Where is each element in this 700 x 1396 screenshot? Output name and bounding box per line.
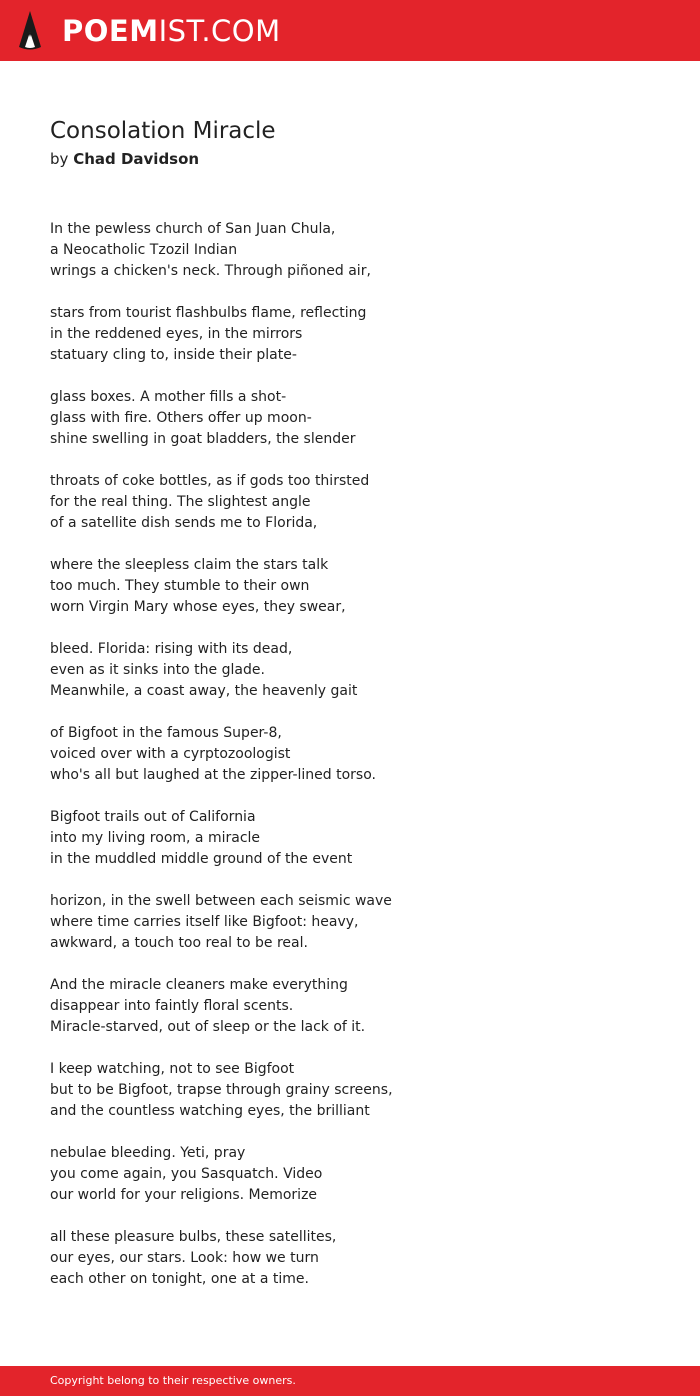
brand-light-text: IST.COM [158, 14, 281, 48]
site-footer [0, 1366, 700, 1396]
poem-line: In the pewless church of San Juan Chula, [50, 221, 336, 237]
poem-stanza [50, 891, 670, 954]
poem-line: our world for your religions. Memorize [50, 1187, 318, 1203]
poem-line: for the real thing. The slightest angle [50, 494, 311, 510]
poem-stanza [50, 639, 670, 702]
poem-stanza [50, 219, 670, 282]
poem-line: stars from tourist flashbulbs flame, reflecting [50, 305, 367, 321]
poem-line: And the miracle cleaners make everything [50, 977, 348, 993]
poem-line: in the muddled middle ground of the event [50, 851, 353, 867]
poem-stanza [50, 387, 670, 450]
poem-stanza [50, 723, 670, 786]
poem-line: bleed. Florida: rising with its dead, [50, 641, 293, 657]
poem-line: Meanwhile, a coast away, the heavenly gait [50, 683, 358, 699]
poem-line: but to be Bigfoot, trapse through grainy screens, [50, 1082, 393, 1098]
poem-line: where time carries itself like Bigfoot: heavy, [50, 914, 359, 930]
poem-line: nebulae bleeding. Yeti, pray [50, 1145, 246, 1161]
site-logo-text[interactable] [62, 14, 281, 48]
poem-line: Miracle-starved, out of sleep or the lack of it. [50, 1019, 366, 1035]
poem-line: each other on tonight, one at a time. [50, 1271, 309, 1287]
by-label: by [50, 150, 69, 168]
poem-line: glass boxes. A mother fills a shot- [50, 389, 287, 405]
poem-stanza [50, 1059, 670, 1122]
poem-line: our eyes, our stars. Look: how we turn [50, 1250, 319, 1266]
poem-line: I keep watching, not to see Bigfoot [50, 1061, 295, 1077]
poem-line: and the countless watching eyes, the brilliant [50, 1103, 370, 1119]
poem-stanza [50, 807, 670, 870]
poem-body [50, 219, 670, 1311]
poem-line: throats of coke bottles, as if gods too thirsted [50, 473, 370, 489]
poem-line: all these pleasure bulbs, these satellites, [50, 1229, 337, 1245]
poem-stanza [50, 1143, 670, 1206]
poem-stanza [50, 1227, 670, 1290]
poem-line: too much. They stumble to their own [50, 578, 310, 594]
poem-line: shine swelling in goat bladders, the slender [50, 431, 356, 447]
poem-line: glass with fire. Others offer up moon- [50, 410, 312, 426]
poem-line: you come again, you Sasquatch. Video [50, 1166, 323, 1182]
poem-stanza [50, 555, 670, 618]
poem-line: wrings a chicken's neck. Through piñoned air, [50, 263, 371, 279]
poem-stanza [50, 471, 670, 534]
poem-author: Chad Davidson [73, 150, 200, 168]
poem-line: statuary cling to, inside their plate- [50, 347, 297, 363]
poem-line: a Neocatholic Tzozil Indian [50, 242, 238, 258]
poem-line: of a satellite dish sends me to Florida, [50, 515, 318, 531]
poem-line: horizon, in the swell between each seismic wave [50, 893, 392, 909]
copyright-notice: Copyright belong to their respective owners. [50, 1374, 296, 1387]
poem-byline [50, 149, 199, 169]
poem-line: voiced over with a cyrptozoologist [50, 746, 291, 762]
pencil-logo-icon[interactable] [18, 10, 42, 50]
poem-stanza [50, 975, 670, 1038]
poem-line: awkward, a touch too real to be real. [50, 935, 308, 951]
poem-line: worn Virgin Mary whose eyes, they swear, [50, 599, 346, 615]
poem-title: Consolation Miracle [50, 118, 276, 144]
poem-line: who's all but laughed at the zipper-lined torso. [50, 767, 376, 783]
poem-stanza [50, 303, 670, 366]
poem-line: disappear into faintly floral scents. [50, 998, 294, 1014]
poem-line: even as it sinks into the glade. [50, 662, 265, 678]
brand-bold-text: POEM [62, 14, 159, 48]
poem-line: into my living room, a miracle [50, 830, 261, 846]
poem-line: of Bigfoot in the famous Super-8, [50, 725, 282, 741]
poem-line: where the sleepless claim the stars talk [50, 557, 329, 573]
site-header [0, 0, 700, 61]
poem-line: in the reddened eyes, in the mirrors [50, 326, 303, 342]
poem-line: Bigfoot trails out of California [50, 809, 256, 825]
